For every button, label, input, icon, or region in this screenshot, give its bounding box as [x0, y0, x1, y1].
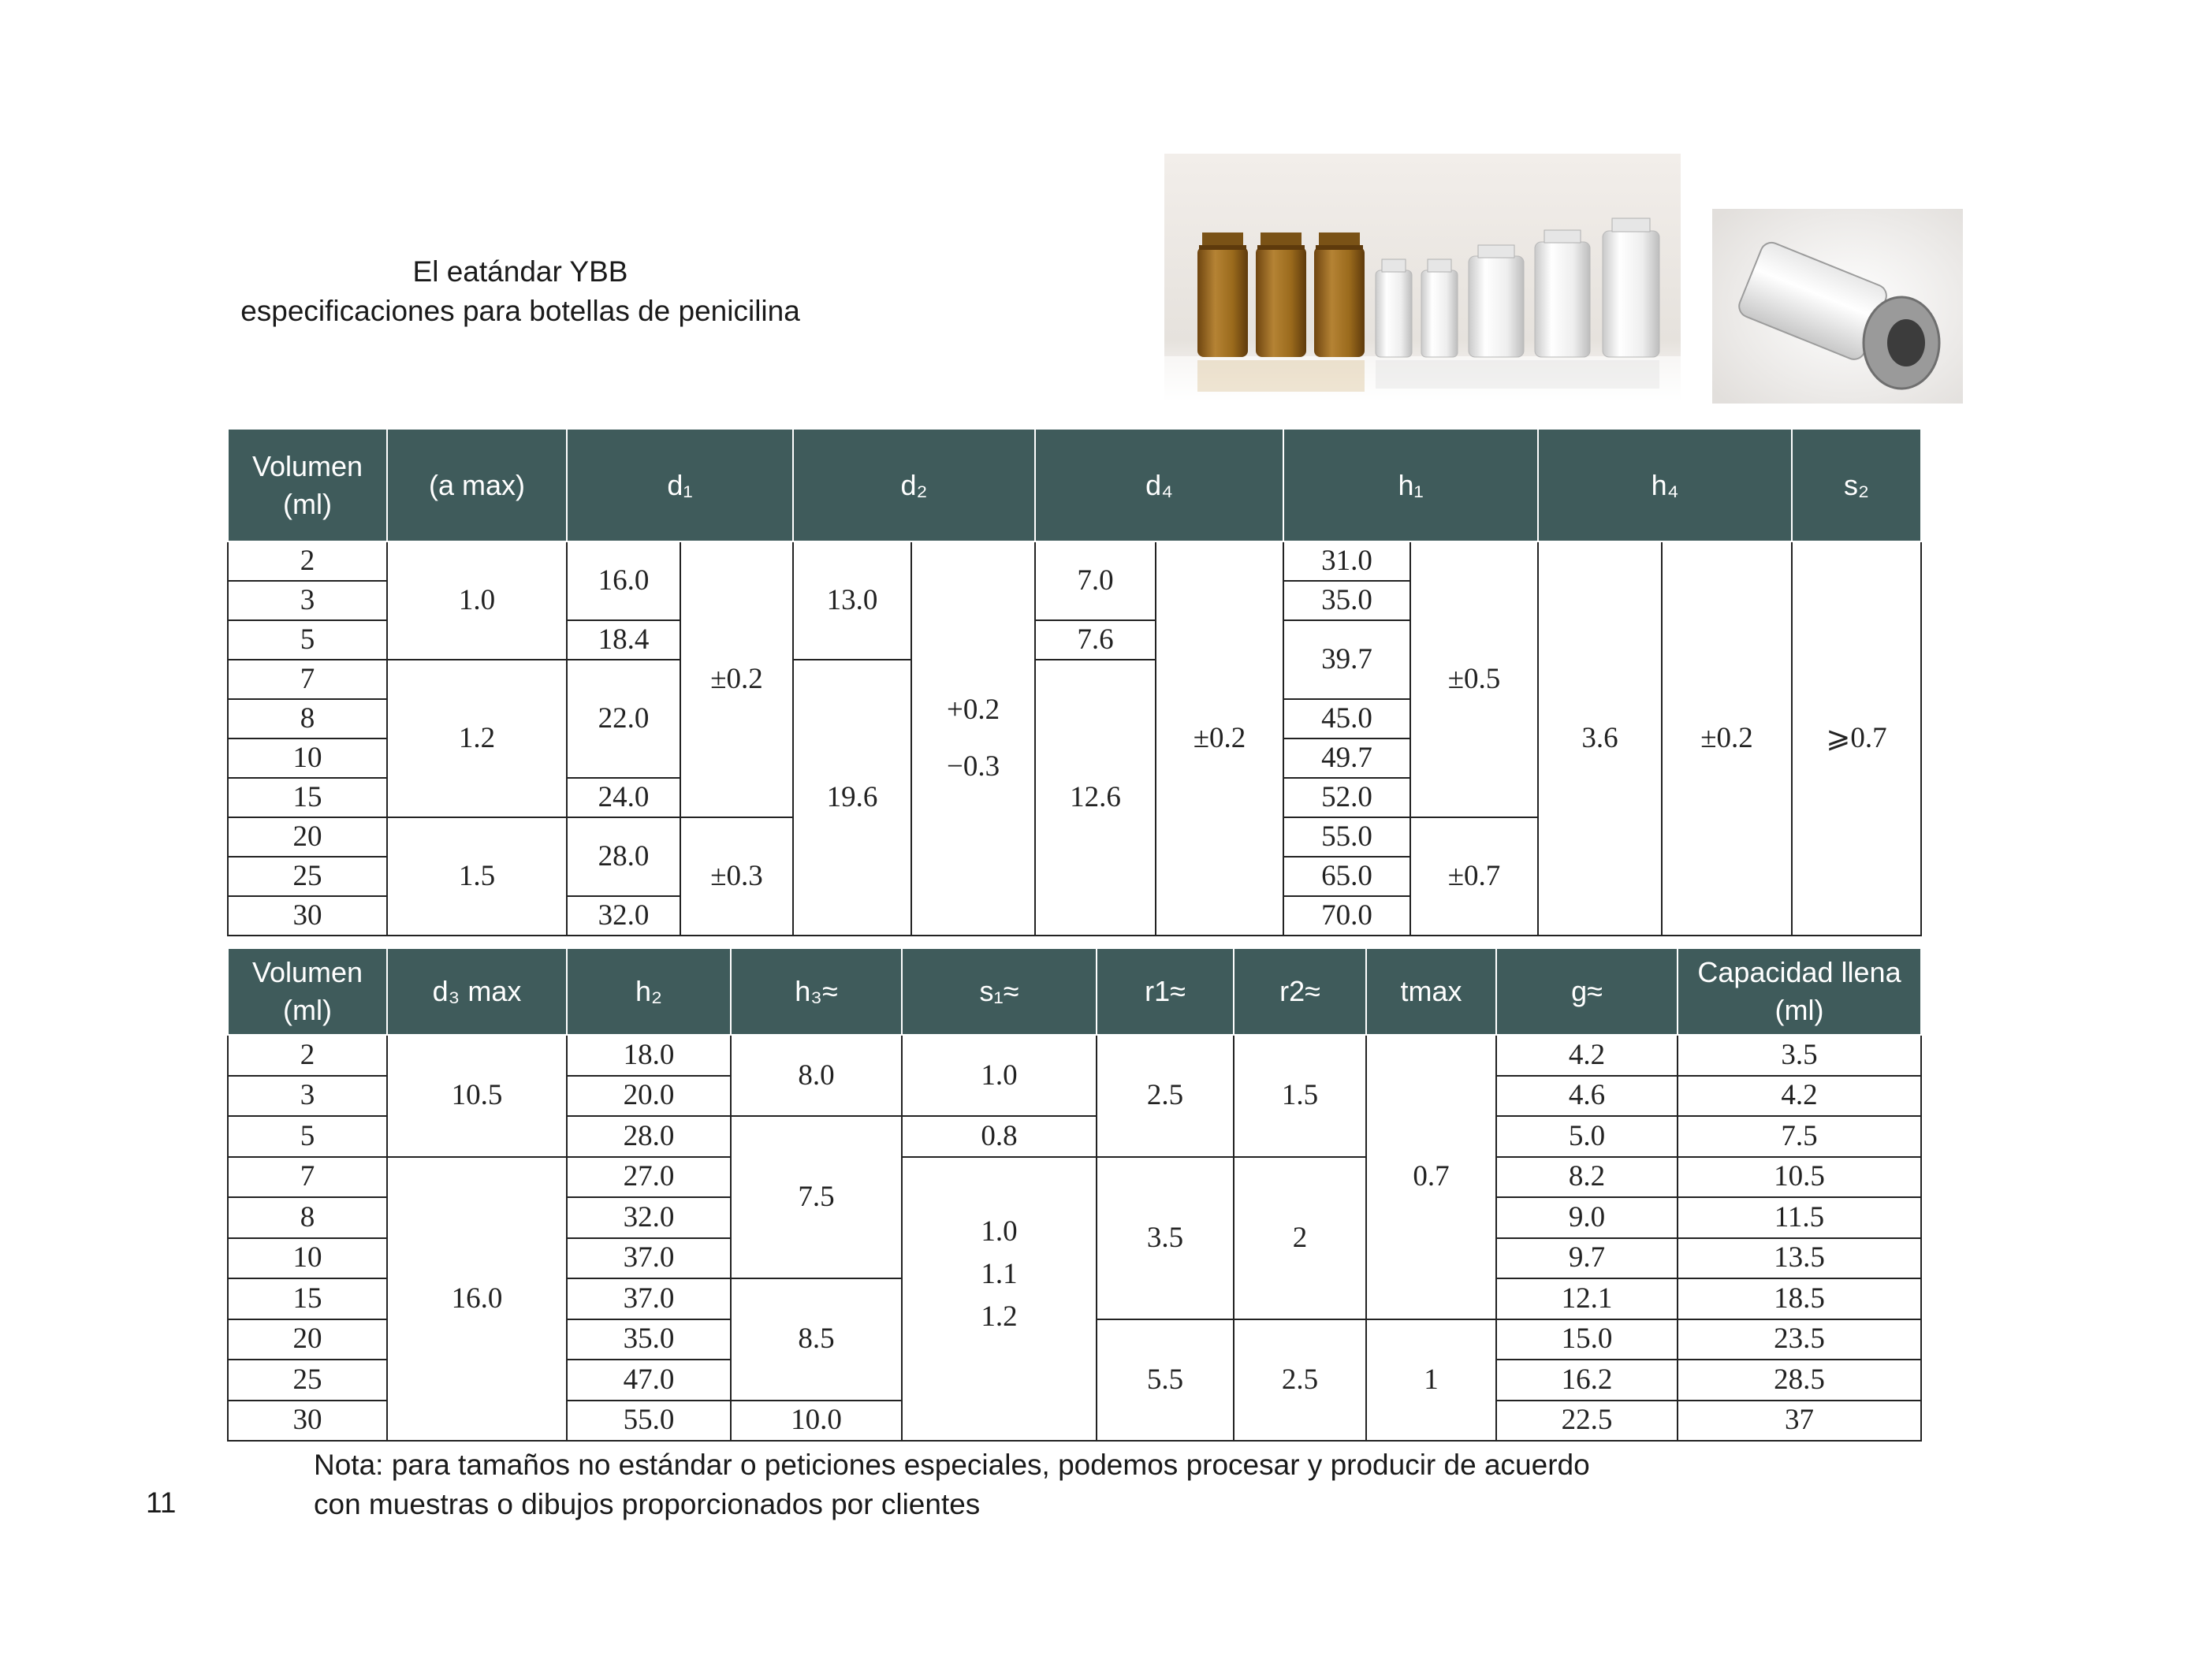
volume-cell: 2: [228, 1035, 387, 1076]
vials-photo: [1164, 154, 1681, 403]
s1-value-3: 1.2: [981, 1300, 1018, 1333]
header-r2: r2≈: [1234, 948, 1366, 1035]
header-d1: d₁: [567, 429, 793, 541]
d1-cell: 24.0: [567, 778, 680, 817]
r1-cell: 2.5: [1097, 1035, 1234, 1157]
header-capacidad: Capacidad llena (ml): [1678, 948, 1921, 1035]
d4-tolerance-cell: ±0.2: [1156, 541, 1283, 936]
table2-header-row: [228, 948, 1921, 1035]
clear-vial-5: [1603, 218, 1659, 357]
h3-cell: 10.0: [731, 1401, 902, 1442]
clear-vial-3: [1469, 245, 1524, 357]
header-volumen: Volumen (ml): [228, 429, 387, 541]
h1-cell: 35.0: [1283, 581, 1410, 620]
h4-tolerance-cell: ±0.2: [1662, 541, 1792, 936]
header-d3-max: d₃ max: [387, 948, 567, 1035]
g-cell: 5.0: [1496, 1116, 1678, 1157]
h1-cell: 39.7: [1283, 620, 1410, 699]
capacity-cell: 23.5: [1678, 1319, 1921, 1360]
h1-cell: 65.0: [1283, 857, 1410, 896]
header-r1: r1≈: [1097, 948, 1234, 1035]
h1-cell: 70.0: [1283, 896, 1410, 936]
header-g: g≈: [1496, 948, 1678, 1035]
h2-cell: 20.0: [567, 1076, 731, 1117]
volume-cell: 20: [228, 817, 387, 857]
d1-cell: 22.0: [567, 660, 680, 778]
d4-cell: 7.0: [1035, 541, 1156, 620]
d1-cell: 32.0: [567, 896, 680, 936]
amber-vial-3: [1314, 233, 1365, 357]
h1-cell: 52.0: [1283, 778, 1410, 817]
d1-tolerance-cell: ±0.3: [680, 817, 793, 936]
header-h2: h₂: [567, 948, 731, 1035]
volume-cell: 10: [228, 738, 387, 778]
r1-cell: 5.5: [1097, 1319, 1234, 1442]
clear-vial-4: [1535, 230, 1590, 357]
volume-cell: 15: [228, 1278, 387, 1319]
page-title: [158, 252, 883, 331]
volume-cell: 15: [228, 778, 387, 817]
table-row: [228, 1035, 1921, 1076]
page-number: 11: [146, 1486, 177, 1519]
g-cell: 12.1: [1496, 1278, 1678, 1319]
volume-cell: 20: [228, 1319, 387, 1360]
h2-cell: 55.0: [567, 1401, 731, 1442]
h1-cell: 55.0: [1283, 817, 1410, 857]
d4-cell: 12.6: [1035, 660, 1156, 936]
header-d2: d₂: [793, 429, 1035, 541]
capacity-cell: 11.5: [1678, 1197, 1921, 1238]
a-max-cell: 1.2: [387, 660, 567, 817]
h2-cell: 47.0: [567, 1360, 731, 1401]
volume-cell: 3: [228, 581, 387, 620]
volume-cell: 8: [228, 1197, 387, 1238]
clear-vial-1: [1376, 259, 1412, 357]
single-vial-photo: [1712, 209, 1963, 404]
table-row: [228, 541, 1921, 581]
header-s2: s₂: [1792, 429, 1921, 541]
volume-cell: 25: [228, 1360, 387, 1401]
header-h1: h₁: [1283, 429, 1538, 541]
s1-cell: 1.0: [902, 1035, 1097, 1116]
volume-cell: 7: [228, 660, 387, 699]
h1-tolerance-cell: ±0.7: [1410, 817, 1538, 936]
a-max-cell: 1.0: [387, 541, 567, 660]
capacity-cell: 10.5: [1678, 1157, 1921, 1198]
g-cell: 22.5: [1496, 1401, 1678, 1442]
footnote-line-1: Nota: para tamaños no estándar o peticiones especiales, podemos procesar y producir de acuerdo: [314, 1449, 1590, 1481]
rubber-stopper: [1887, 319, 1925, 366]
capacity-cell: 13.5: [1678, 1238, 1921, 1279]
s1-cell: 0.8: [902, 1116, 1097, 1157]
d1-cell: 18.4: [567, 620, 680, 660]
s1-value-1: 1.0: [981, 1215, 1018, 1248]
a-max-cell: 1.5: [387, 817, 567, 936]
dimensions-table-2: [227, 947, 1922, 1442]
header-tmax: tmax: [1366, 948, 1496, 1035]
h2-cell: 18.0: [567, 1035, 731, 1076]
d2-tolerance-upper: +0.2: [946, 694, 1000, 726]
tmax-cell: 1: [1366, 1319, 1496, 1442]
g-cell: 9.0: [1496, 1197, 1678, 1238]
h1-cell: 45.0: [1283, 699, 1410, 738]
volume-cell: 7: [228, 1157, 387, 1198]
r2-cell: 2.5: [1234, 1319, 1366, 1442]
s1-value-2: 1.1: [981, 1257, 1018, 1290]
h2-cell: 37.0: [567, 1238, 731, 1279]
footnote-line-2: con muestras o dibujos proporcionados por clientes: [314, 1488, 981, 1520]
h2-cell: 37.0: [567, 1278, 731, 1319]
title-line-2: especificaciones para botellas de penicilina: [240, 295, 800, 327]
d3-max-cell: 16.0: [387, 1157, 567, 1442]
r1-cell: 3.5: [1097, 1157, 1234, 1319]
volume-cell: 8: [228, 699, 387, 738]
table1-header-row: [228, 429, 1921, 541]
h2-cell: 27.0: [567, 1157, 731, 1198]
table-row: [228, 1157, 1921, 1198]
volume-cell: 5: [228, 1116, 387, 1157]
capacity-cell: 3.5: [1678, 1035, 1921, 1076]
d1-tolerance-cell: ±0.2: [680, 541, 793, 817]
h4-cell: 3.6: [1538, 541, 1662, 936]
g-cell: 15.0: [1496, 1319, 1678, 1360]
d3-max-cell: 10.5: [387, 1035, 567, 1157]
capacity-cell: 37: [1678, 1401, 1921, 1442]
d4-cell: 7.6: [1035, 620, 1156, 660]
capacity-cell: 18.5: [1678, 1278, 1921, 1319]
amber-vial-1: [1197, 233, 1248, 357]
header-d4: d₄: [1035, 429, 1283, 541]
capacity-cell: 7.5: [1678, 1116, 1921, 1157]
h1-tolerance-cell: ±0.5: [1410, 541, 1538, 817]
amber-vial-2: [1256, 233, 1306, 357]
header-volumen: Volumen (ml): [228, 948, 387, 1035]
h2-cell: 28.0: [567, 1116, 731, 1157]
capacity-cell: 28.5: [1678, 1360, 1921, 1401]
r2-cell: 1.5: [1234, 1035, 1366, 1157]
g-cell: 4.6: [1496, 1076, 1678, 1117]
header-a-max: (a max): [387, 429, 567, 541]
g-cell: 16.2: [1496, 1360, 1678, 1401]
title-line-1: El eatándar YBB: [412, 255, 628, 288]
h3-cell: 8.0: [731, 1035, 902, 1116]
g-cell: 4.2: [1496, 1035, 1678, 1076]
d1-cell: 16.0: [567, 541, 680, 620]
header-s1: s₁≈: [902, 948, 1097, 1035]
clear-vial-2: [1421, 259, 1458, 357]
g-cell: 8.2: [1496, 1157, 1678, 1198]
d2-tolerance-cell: [911, 541, 1035, 936]
d1-cell: 28.0: [567, 817, 680, 896]
footnote: [314, 1445, 1590, 1524]
volume-cell: 30: [228, 1401, 387, 1442]
h2-cell: 32.0: [567, 1197, 731, 1238]
header-h3: h₃≈: [731, 948, 902, 1035]
volume-cell: 3: [228, 1076, 387, 1117]
volume-cell: 30: [228, 896, 387, 936]
capacity-cell: 4.2: [1678, 1076, 1921, 1117]
volume-cell: 5: [228, 620, 387, 660]
d2-cell: 19.6: [793, 660, 911, 936]
s2-cell: ⩾0.7: [1792, 541, 1921, 936]
h1-cell: 31.0: [1283, 541, 1410, 581]
d2-tolerance-lower: −0.3: [946, 750, 1000, 783]
g-cell: 9.7: [1496, 1238, 1678, 1279]
h1-cell: 49.7: [1283, 738, 1410, 778]
dimensions-table-1: [227, 428, 1922, 936]
volume-cell: 25: [228, 857, 387, 896]
s1-cell: [902, 1157, 1097, 1442]
r2-cell: 2: [1234, 1157, 1366, 1319]
volume-cell: 2: [228, 541, 387, 581]
h3-cell: 8.5: [731, 1278, 902, 1401]
h3-cell: 7.5: [731, 1116, 902, 1278]
h2-cell: 35.0: [567, 1319, 731, 1360]
d2-cell: 13.0: [793, 541, 911, 660]
tmax-cell: 0.7: [1366, 1035, 1496, 1319]
header-h4: h₄: [1538, 429, 1792, 541]
volume-cell: 10: [228, 1238, 387, 1279]
